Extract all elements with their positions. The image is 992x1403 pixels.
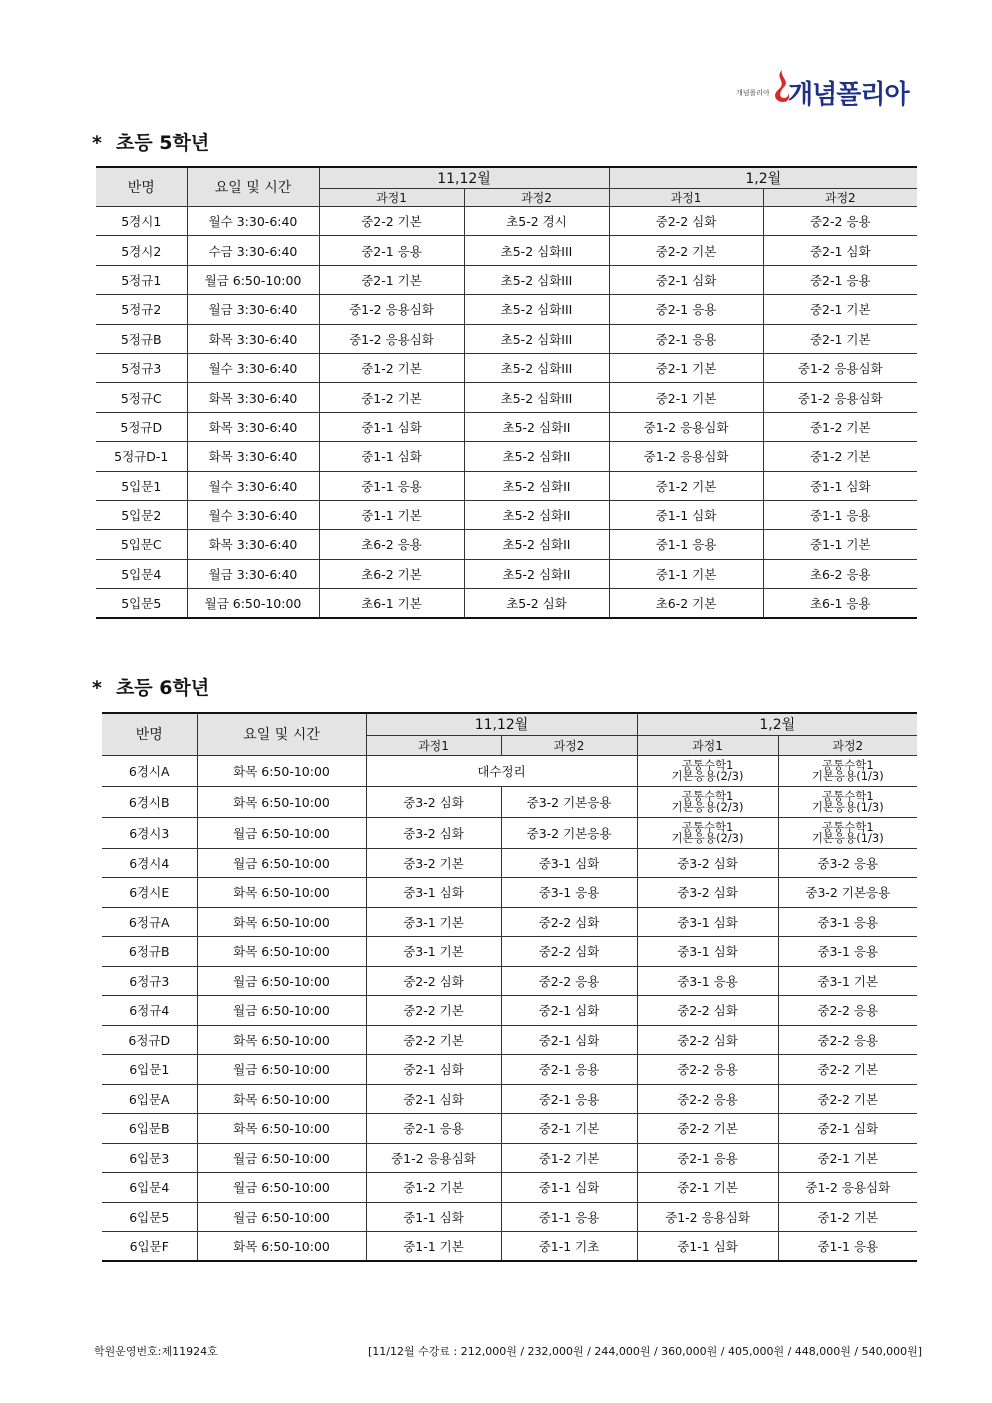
course-cell: 초5-2 심화II — [464, 471, 609, 500]
table-row — [102, 966, 917, 996]
course-cell: 중1-1 기초 — [501, 1232, 637, 1262]
class-name: 6경시4 — [102, 848, 197, 878]
table-row — [96, 207, 917, 236]
course-cell: 중2-1 기본 — [763, 295, 917, 324]
class-name: 5입문5 — [96, 589, 187, 618]
table-row — [96, 530, 917, 559]
grade6-title — [92, 673, 209, 700]
header-course-2: 과정2 — [778, 735, 917, 755]
table-row — [102, 848, 917, 878]
course-cell: 중1-1 심화 — [501, 1173, 637, 1203]
course-cell: 초5-2 심화III — [464, 324, 609, 353]
grade5-title — [92, 128, 209, 155]
table-row — [102, 907, 917, 937]
course-cell: 중1-2 응용심화 — [609, 412, 763, 441]
course-cell: 초5-2 심화III — [464, 383, 609, 412]
class-time: 월금 6:50-10:00 — [197, 1143, 366, 1173]
course-cell: 중2-2 기본 — [366, 1025, 501, 1055]
course-cell: 중3-1 응용 — [501, 878, 637, 908]
course-line: 공통수학1 — [681, 788, 734, 803]
course-line: 기본응용(1/3) — [811, 768, 884, 783]
grade5-bullet: * — [92, 132, 102, 154]
class-name: 6경시3 — [102, 817, 197, 848]
table-row — [96, 412, 917, 441]
course-cell: 중2-2 응용 — [637, 1084, 778, 1114]
table-row — [102, 878, 917, 908]
class-time: 월금 6:50-10:00 — [197, 1055, 366, 1085]
class-time: 화목 6:50-10:00 — [197, 755, 366, 786]
header-course-2: 과정2 — [501, 735, 637, 755]
class-name: 6입문F — [102, 1232, 197, 1262]
course-cell: 중3-1 기본 — [778, 966, 917, 996]
class-name: 5경시1 — [96, 207, 187, 236]
course-cell: 중2-2 심화 — [637, 1025, 778, 1055]
course-cell: 중2-1 응용 — [319, 236, 464, 265]
course-cell: 중1-2 응용심화 — [637, 1202, 778, 1232]
course-cell: 초5-2 심화II — [464, 530, 609, 559]
course-cell: 중3-1 심화 — [501, 848, 637, 878]
course-cell: 중3-2 심화 — [366, 786, 501, 817]
course-cell: 중1-1 기본 — [366, 1232, 501, 1262]
class-time: 화목 3:30-6:40 — [187, 442, 319, 471]
table-row — [102, 996, 917, 1026]
class-time: 화목 6:50-10:00 — [197, 1232, 366, 1262]
course-cell: 중3-2 기본 — [366, 848, 501, 878]
course-cell: 중2-1 기본 — [609, 353, 763, 382]
table-row — [102, 1173, 917, 1203]
course-cell: 중3-2 심화 — [366, 817, 501, 848]
table-row — [96, 589, 917, 618]
class-name: 6경시B — [102, 786, 197, 817]
course-cell: 중1-2 기본 — [763, 412, 917, 441]
course-cell: 중1-2 기본 — [501, 1143, 637, 1173]
course-cell — [637, 755, 778, 786]
course-cell: 초6-2 기본 — [609, 589, 763, 618]
course-cell — [778, 786, 917, 817]
class-time: 화목 3:30-6:40 — [187, 412, 319, 441]
course-cell: 중2-1 응용 — [366, 1114, 501, 1144]
header-class: 반명 — [102, 713, 197, 755]
class-name: 5정규C — [96, 383, 187, 412]
course-cell: 중1-1 응용 — [501, 1202, 637, 1232]
grade5-schedule-table — [96, 166, 917, 619]
class-time: 화목 3:30-6:40 — [187, 530, 319, 559]
class-time: 월수 3:30-6:40 — [187, 353, 319, 382]
course-cell: 중2-2 심화 — [501, 907, 637, 937]
course-cell: 중2-1 응용 — [763, 265, 917, 294]
course-line: 기본응용(2/3) — [671, 799, 744, 814]
course-cell: 중1-2 응용심화 — [763, 353, 917, 382]
class-time: 화목 6:50-10:00 — [197, 1084, 366, 1114]
course-cell: 중3-2 기본응용 — [778, 878, 917, 908]
class-time: 화목 6:50-10:00 — [197, 937, 366, 967]
course-cell: 중3-1 심화 — [637, 907, 778, 937]
brand-name: 개념폴리아 — [788, 80, 909, 110]
course-cell: 중2-2 기본 — [609, 236, 763, 265]
course-cell: 중2-1 응용 — [609, 295, 763, 324]
table-row — [96, 500, 917, 529]
course-line: 기본응용(1/3) — [811, 799, 884, 814]
course-cell: 중2-1 심화 — [778, 1114, 917, 1144]
course-cell: 중2-1 응용 — [501, 1055, 637, 1085]
class-name: 6입문3 — [102, 1143, 197, 1173]
class-time: 화목 6:50-10:00 — [197, 907, 366, 937]
course-cell: 중2-1 심화 — [366, 1055, 501, 1085]
class-time: 월수 3:30-6:40 — [187, 500, 319, 529]
course-cell: 중1-1 심화 — [763, 471, 917, 500]
course-cell: 중2-1 기본 — [319, 265, 464, 294]
table-row — [102, 817, 917, 848]
grade6-bullet: * — [92, 677, 102, 699]
course-cell: 중2-1 기본 — [637, 1173, 778, 1203]
class-name: 5입문C — [96, 530, 187, 559]
course-cell: 중3-1 응용 — [778, 937, 917, 967]
class-time: 월금 6:50-10:00 — [197, 817, 366, 848]
class-name: 5정규B — [96, 324, 187, 353]
class-name: 5정규1 — [96, 265, 187, 294]
course-cell: 중2-2 기본 — [319, 207, 464, 236]
class-time: 월수 3:30-6:40 — [187, 471, 319, 500]
course-cell: 중3-2 응용 — [778, 848, 917, 878]
class-name: 5정규3 — [96, 353, 187, 382]
course-cell: 중2-1 응용 — [609, 324, 763, 353]
course-cell: 중2-2 응용 — [501, 966, 637, 996]
tuition-fees: [11/12월 수강료 : 212,000원 / 232,000원 / 244,000원 / 360,000원 / 405,000원 / 448,000원 / 540,000원] — [368, 1345, 922, 1358]
grade6-schedule-table — [102, 712, 917, 1262]
course-cell: 중1-1 기본 — [609, 559, 763, 588]
table-row — [96, 295, 917, 324]
course-cell: 초5-2 경시 — [464, 207, 609, 236]
course-cell: 중1-2 응용심화 — [366, 1143, 501, 1173]
course-cell: 중1-2 기본 — [763, 442, 917, 471]
course-cell: 중1-1 심화 — [319, 412, 464, 441]
class-time: 월금 6:50-10:00 — [187, 589, 319, 618]
class-name: 6경시E — [102, 878, 197, 908]
course-cell: 중3-2 기본응용 — [501, 817, 637, 848]
course-cell: 중3-1 심화 — [637, 937, 778, 967]
course-cell: 중1-1 심화 — [319, 442, 464, 471]
course-cell: 중2-1 기본 — [763, 324, 917, 353]
class-time: 월금 6:50-10:00 — [187, 265, 319, 294]
course-line: 공통수학1 — [821, 757, 874, 772]
course-line: 공통수학1 — [821, 788, 874, 803]
course-cell: 중1-1 응용 — [763, 500, 917, 529]
course-cell: 중1-2 응용심화 — [763, 383, 917, 412]
table-row — [102, 1084, 917, 1114]
header-period-1: 11,12월 — [366, 713, 637, 735]
course-cell: 중3-1 응용 — [637, 966, 778, 996]
grade5-title-text: 초등 5학년 — [115, 132, 210, 154]
class-time: 월금 6:50-10:00 — [197, 996, 366, 1026]
course-cell: 초5-2 심화II — [464, 559, 609, 588]
table-row — [102, 1114, 917, 1144]
class-name: 5정규D — [96, 412, 187, 441]
course-cell: 중2-1 기본 — [501, 1114, 637, 1144]
table-row — [102, 1232, 917, 1262]
class-name: 6경시A — [102, 755, 197, 786]
table-row — [96, 324, 917, 353]
course-cell: 중3-1 심화 — [366, 878, 501, 908]
class-name: 5입문1 — [96, 471, 187, 500]
course-cell: 초5-2 심화III — [464, 265, 609, 294]
header-period-1: 11,12월 — [319, 167, 609, 189]
course-cell: 중2-1 심화 — [763, 236, 917, 265]
course-cell: 중1-2 기본 — [778, 1202, 917, 1232]
course-cell: 중2-2 기본 — [366, 996, 501, 1026]
table-row — [102, 1202, 917, 1232]
table-row — [96, 265, 917, 294]
course-cell: 중2-1 기본 — [609, 383, 763, 412]
course-cell: 중2-1 심화 — [501, 996, 637, 1026]
course-cell: 중1-2 응용심화 — [319, 324, 464, 353]
course-cell: 중1-1 기본 — [763, 530, 917, 559]
course-cell: 중2-2 응용 — [763, 207, 917, 236]
class-time: 월수 3:30-6:40 — [187, 207, 319, 236]
class-time: 월금 6:50-10:00 — [197, 1202, 366, 1232]
header-course-2: 과정2 — [763, 189, 917, 207]
course-merged: 대수정리 — [366, 755, 637, 786]
table-row — [102, 1055, 917, 1085]
table-row — [96, 236, 917, 265]
header-course-1: 과정1 — [637, 735, 778, 755]
class-name: 5입문2 — [96, 500, 187, 529]
table-row — [96, 353, 917, 382]
course-cell: 중3-2 심화 — [637, 848, 778, 878]
course-line: 공통수학1 — [681, 819, 734, 834]
course-line: 기본응용(1/3) — [811, 830, 884, 845]
course-cell: 중1-1 응용 — [778, 1232, 917, 1262]
grade6-title-text: 초등 6학년 — [115, 677, 210, 699]
class-time: 화목 6:50-10:00 — [197, 786, 366, 817]
registration-number: 학원운영번호:제11924호 — [94, 1345, 218, 1358]
course-cell: 중2-1 심화 — [501, 1025, 637, 1055]
header-course-1: 과정1 — [609, 189, 763, 207]
course-cell: 중1-1 기본 — [319, 500, 464, 529]
class-name: 6정규B — [102, 937, 197, 967]
class-name: 6정규D — [102, 1025, 197, 1055]
class-name: 6입문5 — [102, 1202, 197, 1232]
class-name: 5정규2 — [96, 295, 187, 324]
course-cell: 초6-1 응용 — [763, 589, 917, 618]
class-name: 6정규A — [102, 907, 197, 937]
class-time: 화목 6:50-10:00 — [197, 1114, 366, 1144]
course-cell: 중1-1 심화 — [609, 500, 763, 529]
header-time: 요일 및 시간 — [187, 167, 319, 207]
course-cell: 중2-2 심화 — [609, 207, 763, 236]
course-cell: 중1-2 기본 — [319, 383, 464, 412]
table-row — [102, 786, 917, 817]
course-cell: 중1-1 응용 — [609, 530, 763, 559]
course-cell: 중1-2 응용심화 — [319, 295, 464, 324]
brand-logo — [736, 68, 926, 112]
class-name: 5정규D-1 — [96, 442, 187, 471]
course-cell: 초5-2 심화III — [464, 353, 609, 382]
course-cell: 중2-2 응용 — [637, 1055, 778, 1085]
class-name: 5입문4 — [96, 559, 187, 588]
course-cell: 중2-2 기본 — [778, 1084, 917, 1114]
course-cell — [637, 817, 778, 848]
class-name: 6입문4 — [102, 1173, 197, 1203]
header-time: 요일 및 시간 — [197, 713, 366, 755]
class-time: 월금 3:30-6:40 — [187, 559, 319, 588]
course-cell: 중1-2 기본 — [609, 471, 763, 500]
course-cell: 중1-1 심화 — [366, 1202, 501, 1232]
header-course-1: 과정1 — [366, 735, 501, 755]
course-cell: 중3-1 기본 — [366, 937, 501, 967]
header-class: 반명 — [96, 167, 187, 207]
table-row — [102, 1025, 917, 1055]
class-name: 5경시2 — [96, 236, 187, 265]
class-name: 6입문B — [102, 1114, 197, 1144]
class-time: 월금 6:50-10:00 — [197, 966, 366, 996]
header-course-1: 과정1 — [319, 189, 464, 207]
course-cell: 중3-1 기본 — [366, 907, 501, 937]
course-line: 공통수학1 — [681, 757, 734, 772]
course-line: 기본응용(2/3) — [671, 830, 744, 845]
class-name: 6입문1 — [102, 1055, 197, 1085]
course-cell — [778, 817, 917, 848]
course-cell: 초6-2 응용 — [763, 559, 917, 588]
class-time: 월금 3:30-6:40 — [187, 295, 319, 324]
course-cell — [637, 786, 778, 817]
class-name: 6입문A — [102, 1084, 197, 1114]
course-cell: 초6-2 응용 — [319, 530, 464, 559]
course-cell: 중2-2 심화 — [637, 996, 778, 1026]
course-cell: 중1-2 기본 — [366, 1173, 501, 1203]
course-cell: 중2-2 응용 — [778, 1025, 917, 1055]
course-cell: 초5-2 심화II — [464, 500, 609, 529]
header-course-2: 과정2 — [464, 189, 609, 207]
table-row — [96, 442, 917, 471]
course-cell: 중3-2 기본응용 — [501, 786, 637, 817]
class-time: 월금 6:50-10:00 — [197, 848, 366, 878]
class-time: 수금 3:30-6:40 — [187, 236, 319, 265]
table-row — [96, 559, 917, 588]
course-cell: 중2-2 기본 — [778, 1055, 917, 1085]
course-cell: 초5-2 심화III — [464, 295, 609, 324]
course-cell: 초5-2 심화III — [464, 236, 609, 265]
class-name: 6정규4 — [102, 996, 197, 1026]
class-time: 화목 3:30-6:40 — [187, 324, 319, 353]
course-cell: 중1-2 기본 — [319, 353, 464, 382]
class-name: 6정규3 — [102, 966, 197, 996]
table-row — [102, 755, 917, 786]
course-cell: 초6-1 기본 — [319, 589, 464, 618]
course-line: 기본응용(2/3) — [671, 768, 744, 783]
course-cell: 중2-2 응용 — [778, 996, 917, 1026]
class-time: 화목 6:50-10:00 — [197, 1025, 366, 1055]
course-cell: 초5-2 심화 — [464, 589, 609, 618]
class-time: 화목 3:30-6:40 — [187, 383, 319, 412]
course-cell: 중2-1 심화 — [366, 1084, 501, 1114]
course-cell: 초5-2 심화II — [464, 442, 609, 471]
course-cell: 중2-1 응용 — [501, 1084, 637, 1114]
brand-small-text: 개념폴리아 — [736, 89, 770, 97]
course-cell: 초5-2 심화II — [464, 412, 609, 441]
course-cell: 초6-2 기본 — [319, 559, 464, 588]
course-cell: 중2-2 심화 — [366, 966, 501, 996]
course-cell: 중3-2 심화 — [637, 878, 778, 908]
table-row — [96, 471, 917, 500]
header-period-2: 1,2월 — [637, 713, 917, 735]
course-cell: 중1-2 응용심화 — [609, 442, 763, 471]
course-cell: 중1-1 심화 — [637, 1232, 778, 1262]
course-cell: 중2-1 응용 — [637, 1143, 778, 1173]
course-cell — [778, 755, 917, 786]
course-cell: 중1-2 응용심화 — [778, 1173, 917, 1203]
course-cell: 중2-1 심화 — [609, 265, 763, 294]
class-time: 화목 6:50-10:00 — [197, 878, 366, 908]
course-cell: 중2-2 심화 — [501, 937, 637, 967]
course-line: 공통수학1 — [821, 819, 874, 834]
course-cell: 중1-1 응용 — [319, 471, 464, 500]
class-time: 월금 6:50-10:00 — [197, 1173, 366, 1203]
course-cell: 중2-2 기본 — [637, 1114, 778, 1144]
table-row — [102, 1143, 917, 1173]
table-row — [102, 937, 917, 967]
course-cell: 중2-1 기본 — [778, 1143, 917, 1173]
header-period-2: 1,2월 — [609, 167, 917, 189]
table-row — [96, 383, 917, 412]
course-cell: 중3-1 응용 — [778, 907, 917, 937]
